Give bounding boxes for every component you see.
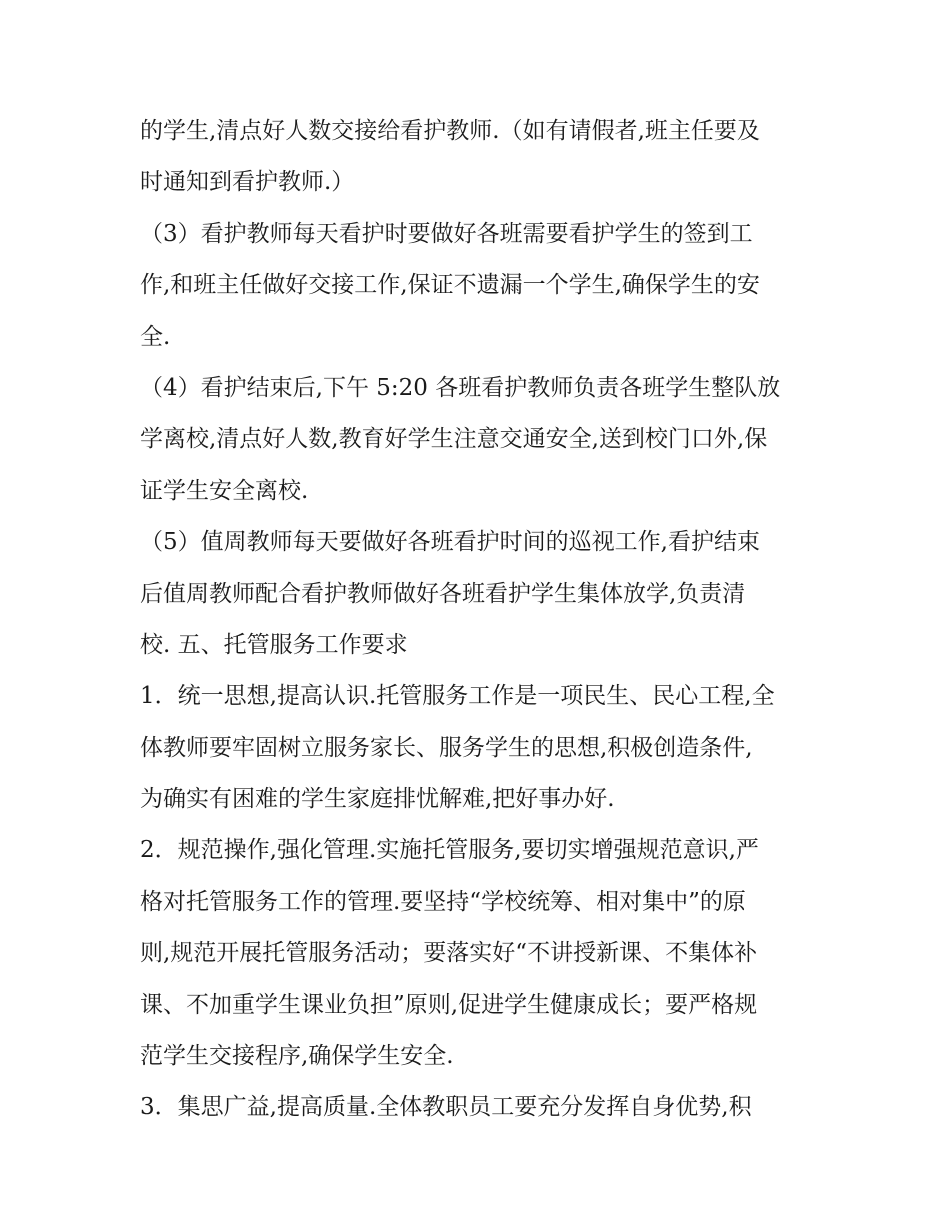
text-line-14: 为确实有困难的学生家庭排忧解难,把好事办好. — [140, 786, 615, 813]
text-line-17: 则,规范开展托管服务活动；要落实好“不讲授新课、不集体补 — [140, 940, 758, 967]
text-line-15: 2．规范操作,强化管理.实施托管服务,要切实增强规范意识,严 — [140, 837, 759, 864]
text-line-1: 的学生,清点好人数交接给看护教师.（如有请假者,班主任要及 — [140, 118, 760, 144]
text-line-18: 课、不加重学生课业负担”原则,促进学生健康成长；要严格规 — [140, 991, 758, 1018]
text-line-10: 后值周教师配合看护教师做好各班看护学生集体放学,负责清 — [140, 580, 746, 607]
text-line-8: 证学生安全离校. — [140, 477, 309, 504]
text-line-2: 时通知到看护教师.） — [140, 169, 355, 196]
text-line-12: 1．统一思想,提高认识.托管服务工作是一项民生、民心工程,全 — [140, 683, 775, 710]
text-line-5: 全. — [140, 323, 171, 350]
text-line-11: 校. 五、托管服务工作要求 — [140, 631, 408, 658]
text-line-6: （4）看护结束后,下午 5:20 各班看护教师负责各班学生整队放 — [140, 374, 781, 401]
text-line-16: 格对托管服务工作的管理.要坚持“学校统筹、相对集中”的原 — [140, 888, 746, 915]
text-line-4: 作,和班主任做好交接工作,保证不遗漏一个学生,确保学生的安 — [140, 272, 760, 299]
text-line-9: （5）值周教师每天要做好各班看护时间的巡视工作,看护结束 — [140, 529, 760, 556]
document-body — [140, 106, 820, 1134]
text-line-20: 3．集思广益,提高质量.全体教职员工要充分发挥自身优势,积 — [140, 1094, 752, 1121]
text-line-7: 学离校,清点好人数,教育好学生注意交通安全,送到校门口外,保 — [140, 426, 768, 453]
text-line-19: 范学生交接程序,确保学生安全. — [140, 1043, 454, 1070]
text-line-13: 体教师要牢固树立服务家长、服务学生的思想,积极创造条件, — [140, 734, 753, 761]
text-line-3: （3）看护教师每天看护时要做好各班需要看护学生的签到工 — [140, 220, 753, 247]
